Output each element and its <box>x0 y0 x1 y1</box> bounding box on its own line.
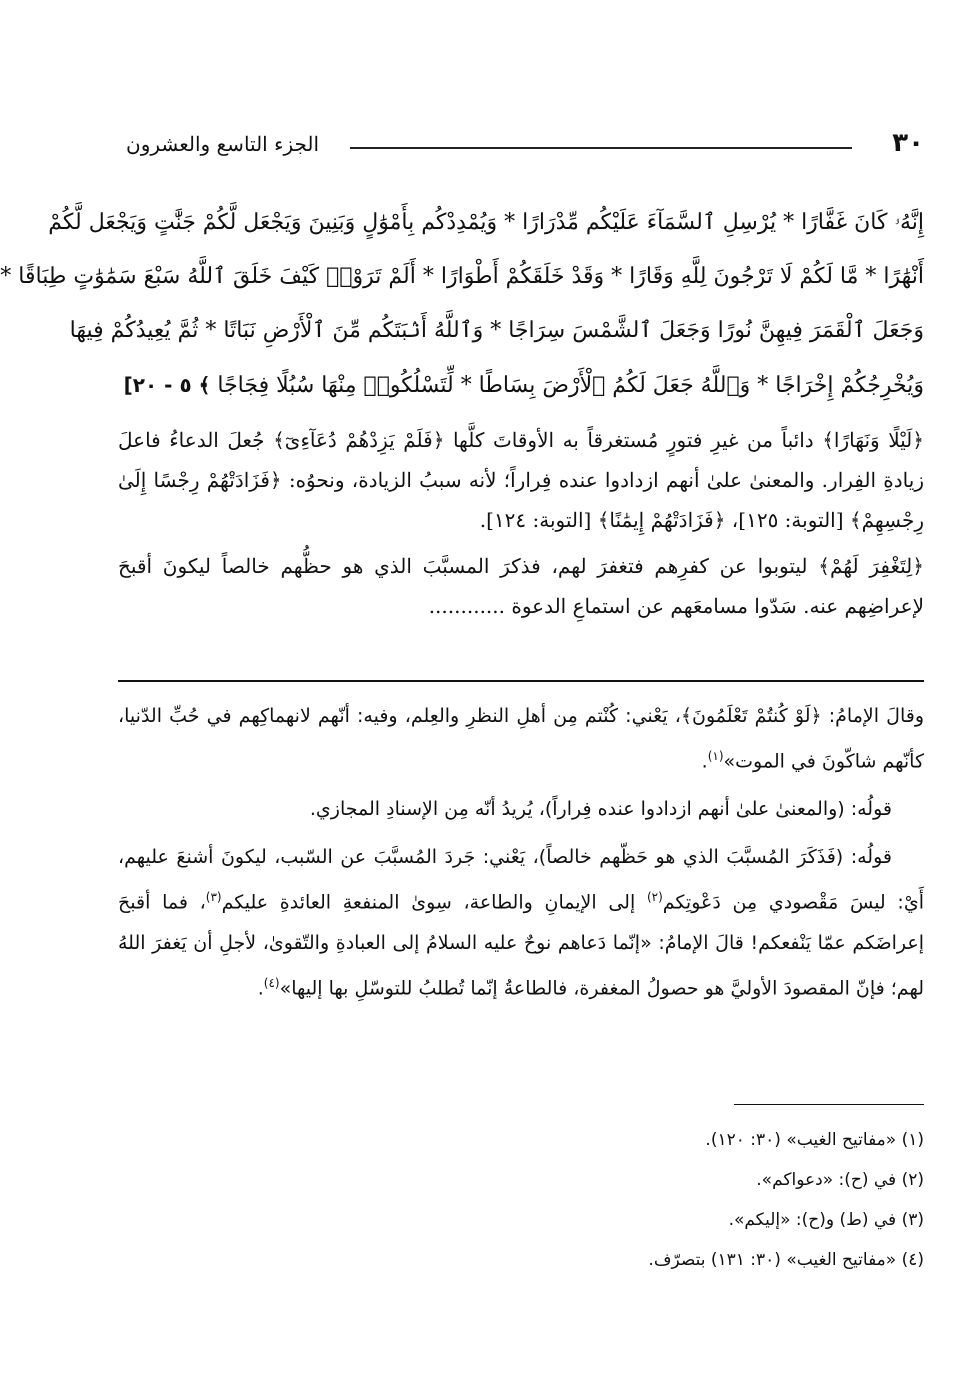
footnote-marker: (٣) <box>205 890 222 905</box>
footnote-item: (٢) في (ح): «دعواكم». <box>756 1170 924 1190</box>
commentary-text-segment: ، فما أقبحَ إعراضَكم عمّا يَنْفعكم! قالَ الإمامُ: «إنّما دَعاهم نوحٌ عليه السلامُ إلى العبادةِ والتّقوىٰ، لأجلِ أن يَغفرَ اللهُ لهم؛ فإنّ المقصودَ الأوليَّ هو حصولُ المغفرة، فالطاعةُ إنّما تُطلبُ للتوسّلِ بها إليها» <box>118 891 924 999</box>
quran-line <box>118 358 924 412</box>
commentary-paragraph-2: قولُه: (والمعنىٰ علىٰ أنهم ازدادوا عنده فِراراً)، يُريدُ أنّه مِن الإسنادِ المجازي. <box>309 798 892 821</box>
quran-line: وَجَعَلَ ٱلْقَمَرَ فِيهِنَّ نُورًا وَجَعَلَ ٱلشَّمْسَ سِرَاجًا * وَٱللَّهُ أَنۢبَتَكُم مِّنَ ٱلْأَرْضِ نَبَاتًا * ثُمَّ يُعِيدُكُمْ فِيهَا <box>69 318 924 343</box>
footnote-rule <box>734 1104 924 1105</box>
tafsir-paragraph-2: ﴿لِتَغْفِرَ لَهُمْ﴾ ليتوبوا عن كفرِهم فتغفرَ لهم، فذكرَ المسبَّبَ الذي هو حظُّهم خالصاً ليكونَ أقبحَ لإعراضِهم عنه. سَدّوا مسامعَهم عن استماعِ الدعوة ............ <box>118 554 924 618</box>
footnote-item: (١) «مفاتيح الغيب» (٣٠: ١٢٠). <box>705 1130 924 1150</box>
header-rule <box>350 147 852 149</box>
tafsir-paragraph-1: ﴿لَيْلًا وَنَهَارًا﴾ دائباً من غيرِ فتورٍ مُستغرقاً به الأوقاتَ كلَّها ﴿فَلَمْ يَزِدْهُمْ دُعَآءِىٓ﴾ جُعلَ الدعاءُ فاعلَ زيادةِ الفِرار. والمعنىٰ علىٰ أنهم ازدادوا عنده فِراراً؛ لأنه سببُ الزيادة، ونحوُه: ﴿فَزَادَتْهُمْ رِجْسًا إِلَىٰ رِجْسِهِمْ﴾ [التوبة: ١٢٥]، ﴿فَزَادَتْهُمْ إِيمَٰنًا﴾ [التوبة: ١٢٤]. <box>118 428 924 532</box>
quran-verses-block <box>0 196 924 412</box>
quran-line: إِنَّهُۥ كَانَ غَفَّارًا * يُرْسِلِ ٱلسَّمَآءَ عَلَيْكُم مِّدْرَارًا * وَيُمْدِدْكُم بِأَمْوَٰلٍ وَبَنِينَ وَيَجْعَل لَّكُمْ جَنَّٰتٍ وَيَجْعَل لَّكُمْ <box>48 210 924 235</box>
verse-range: ﴾ ٥ - ٢٠] <box>123 373 211 397</box>
footnotes <box>118 1120 924 1280</box>
commentary-text-segment: إلى الإيمانِ والطاعة، سِوىٰ المنفعةِ العائدةِ عليكم <box>221 891 647 914</box>
page-number: ٣٠ <box>892 128 924 158</box>
commentary-paragraph-3: قولُه: (فَذَكَرَ المُسبَّبَ الذي هو حَظّهم خالصاً)، يَعْني: جَردَ المُسبَّبَ عن السّبب، ليكونَ أشنعَ عليهم، أَيْ: ليسَ مَقْصودي مِن دَعْوتِكم$^{(٢)}$ إلى الإيمانِ والطاعة، سِوىٰ المنفعةِ العائدةِ عليكم$^{(٣)}$، فما أقبحَ إعراضَكم عمّا يَنْفعكم! قالَ الإمامُ: «إنّما دَعاهم نوحٌ عليه السلامُ إلى العبادةِ والتّقوىٰ، لأجلِ أن يَغفرَ اللهُ لهم؛ فإنّ المقصودَ الأوليَّ هو حصولُ المغفرة، فالطاعةُ إنّما تُطلبُ للتوسّلِ بها إليها»$^{(٤)}$. <box>118 846 924 999</box>
footnote-marker: (٢) <box>646 890 663 905</box>
section-divider <box>118 680 924 682</box>
commentary-text-segment: وقالَ الإمامُ: ﴿لَوْ كُنتُمْ تَعْلَمُونَ﴾، يَعْني: كُنْتم مِن أهلِ النظرِ والعِلم، وفيه: أنّهم لانهماكِهم في حُبِّ الدّنيا، كأنّهم شاكّونَ في الموت» <box>118 705 924 773</box>
footnote-marker: (٤) <box>263 975 280 990</box>
page-header <box>118 128 924 168</box>
commentary-text-segment: قولُه: (فَذَكَرَ المُسبَّبَ الذي هو حَظّهم خالصاً)، يَعْني: جَردَ المُسبَّبَ عن السّبب، ليكونَ أشنعَ عليهم، أَيْ: ليسَ مَقْصودي مِن دَعْوتِكم <box>118 846 924 914</box>
footnote-item: (٣) في (ط) و(ح): «إليكم». <box>728 1210 924 1230</box>
commentary-paragraph-1: وقالَ الإمامُ: ﴿لَوْ كُنتُمْ تَعْلَمُونَ﴾، يَعْني: كُنْتم مِن أهلِ النظرِ والعِلم، وفيه: أنّهم لانهماكِهم في حُبِّ الدّنيا، كأنّهم شاكّونَ في الموت»$^{(١)}$. <box>118 705 924 773</box>
quran-line: أَنْهَٰرًا * مَّا لَكُمْ لَا تَرْجُونَ لِلَّهِ وَقَارًا * وَقَدْ خَلَقَكُمْ أَطْوَارًا * أَلَمْ تَرَوْا۟ كَيْفَ خَلَقَ ٱللَّهُ سَبْعَ سَمَٰوَٰتٍ طِبَاقًا * <box>0 264 924 289</box>
quran-line-text: وَيُخْرِجُكُمْ إِخْرَاجًا * وَٱللَّهُ جَعَلَ لَكُمُ ٱلْأَرْضَ بِسَاطًا * لِّتَسْلُكُوا۟ مِنْهَا سُبُلًا فِجَاجًا <box>217 373 924 398</box>
tafsir-text <box>118 420 924 632</box>
footnote-item: (٤) «مفاتيح الغيب» (٣٠: ١٣١) بتصرّف. <box>648 1250 924 1270</box>
footnote-marker: (١) <box>707 749 724 763</box>
commentary-text <box>118 696 924 1016</box>
running-title: الجزء التاسع والعشرون <box>126 132 320 156</box>
